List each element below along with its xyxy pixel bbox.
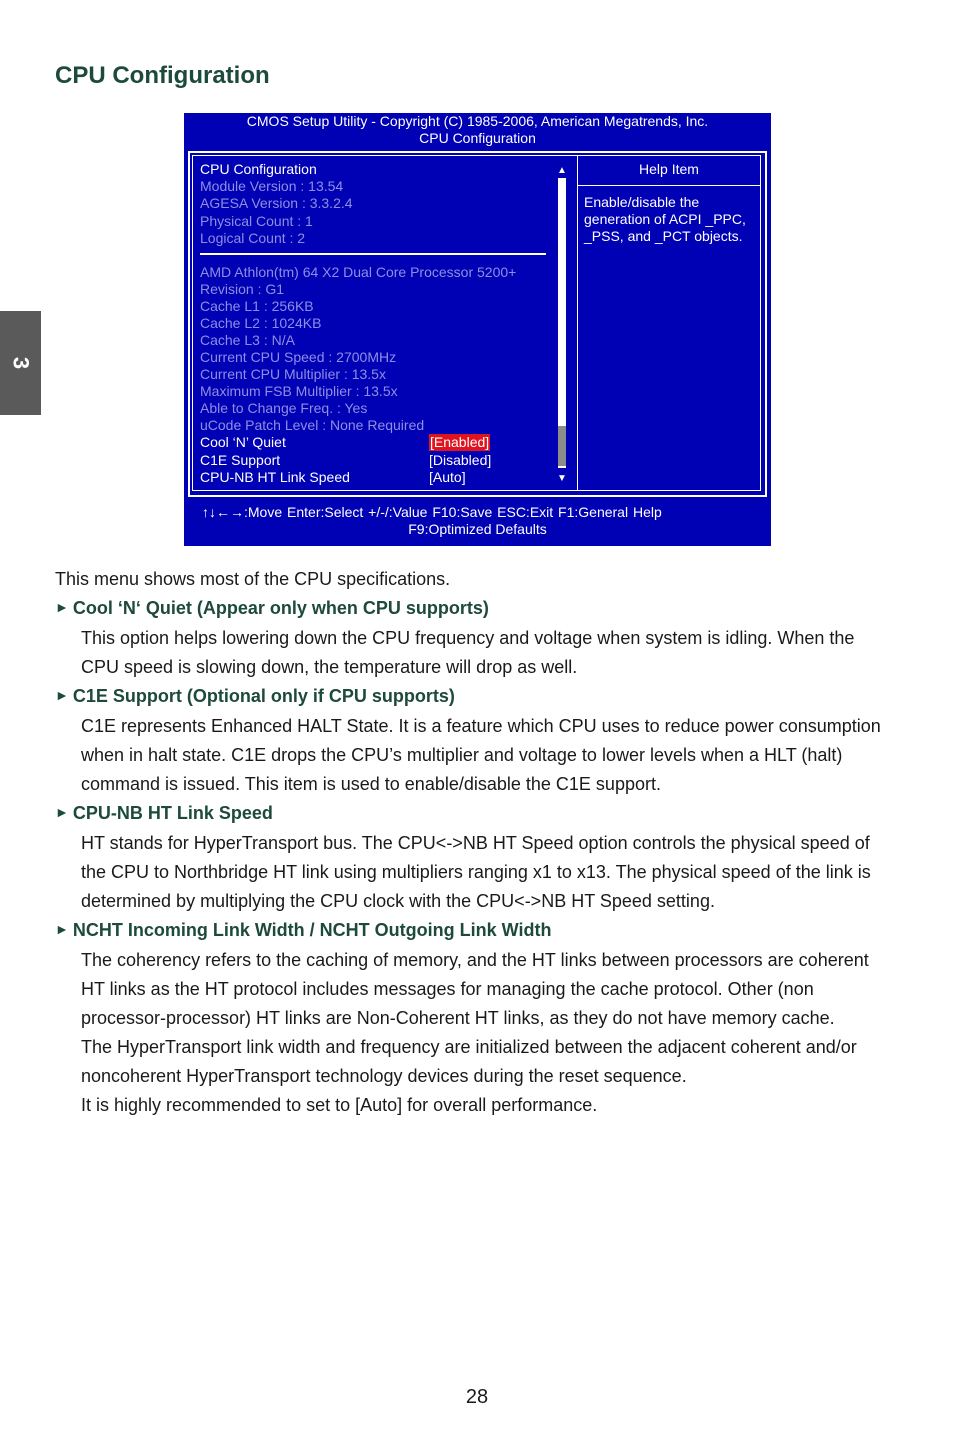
bios-frame-inner <box>192 155 761 491</box>
info-line: Cache L3 : N/A <box>200 332 295 348</box>
help-title: Help Item <box>639 161 699 177</box>
option-cool-n-quiet-value[interactable]: [Enabled] <box>430 434 490 450</box>
bios-screenshot <box>184 113 771 546</box>
chapter-number: 3 <box>8 356 34 370</box>
option-cpu-nb-ht-link-speed[interactable]: CPU-NB HT Link Speed <box>200 469 350 485</box>
info-line: Able to Change Freq. : Yes <box>200 400 368 416</box>
info-line: Maximum FSB Multiplier : 13.5x <box>200 383 398 399</box>
scrollbar-track[interactable] <box>558 178 566 468</box>
section-paragraph: The HyperTransport link width and frequency are initialized between the adjacent coherent and/or noncoherent HyperTransport technology devices during the reset sequence. <box>81 1037 857 1086</box>
option-cpu-nb-ht-link-speed-value[interactable]: [Auto] <box>429 469 466 485</box>
section-heading <box>55 594 895 624</box>
section-heading-text: C1E Support (Optional only if CPU supports) <box>72 686 455 706</box>
chapter-tab <box>0 311 41 415</box>
help-text: Enable/disable the generation of ACPI _PPC, _PSS, and _PCT objects. <box>584 194 746 244</box>
bullet-triangle-icon: ► <box>55 687 69 703</box>
section-heading-text: CPU-NB HT Link Speed <box>72 803 273 823</box>
section-heading <box>55 682 895 712</box>
bios-header <box>184 113 771 147</box>
separator <box>200 253 546 255</box>
key-legend-line: ↑↓←→:Move Enter:Select +/-/:Value F10:Save ESC:Exit F1:General Help <box>202 504 662 520</box>
info-line: Cache L2 : 1024KB <box>200 315 322 331</box>
option-c1e-support[interactable]: C1E Support <box>200 452 281 468</box>
section-heading <box>55 799 895 829</box>
help-pane <box>578 156 760 490</box>
info-line: Cache L1 : 256KB <box>200 298 314 314</box>
bios-screen-title: CPU Configuration <box>419 130 536 146</box>
info-line: Physical Count : 1 <box>200 213 313 229</box>
section-paragraph: This option helps lowering down the CPU frequency and voltage when system is idling. When the CPU speed is slowing down, the temperature will drop as well. <box>81 628 855 677</box>
scrollbar-thumb[interactable] <box>558 426 566 466</box>
section-heading-text: Cool ‘N‘ Quiet (Appear only when CPU supports) <box>72 598 489 618</box>
section-paragraph: HT stands for HyperTransport bus. The CPU<->NB HT Speed option controls the physical speed of the CPU to Northbridge HT link using multipliers ranging x1 to x13. The physical speed of the link is determined by multiplying the CPU clock with the CPU<->NB HT Speed setting. <box>81 833 871 911</box>
page-title: CPU Configuration <box>55 62 270 89</box>
bullet-triangle-icon: ► <box>55 599 69 615</box>
section-heading <box>55 916 895 946</box>
intro-text: This menu shows most of the CPU specifications. <box>55 569 451 589</box>
info-line: Module Version : 13.54 <box>200 178 344 194</box>
info-line: uCode Patch Level : None Required <box>200 417 425 433</box>
section-paragraph: The coherency refers to the caching of memory, and the HT links between processors are coherent HT links as the HT protocol includes messages for managing the cache protocol. Other (non processor-processor) HT links are Non-Coherent HT links, as they do not have memory cache. <box>81 950 869 1028</box>
help-divider <box>578 185 760 186</box>
settings-pane <box>193 156 578 490</box>
section-paragraph: It is highly recommended to set to [Auto] for overall performance. <box>81 1095 598 1115</box>
info-line: AGESA Version : 3.3.2.4 <box>200 195 353 211</box>
option-c1e-support-value[interactable]: [Disabled] <box>429 452 492 468</box>
key-legend-line: F9:Optimized Defaults <box>408 521 547 537</box>
info-line: Current CPU Speed : 2700MHz <box>200 349 397 365</box>
info-line: Logical Count : 2 <box>200 230 306 246</box>
bios-copyright: CMOS Setup Utility - Copyright (C) 1985-2006, American Megatrends, Inc. <box>246 113 709 129</box>
scroll-up-icon[interactable]: ▲ <box>557 165 567 176</box>
bullet-triangle-icon: ► <box>55 804 69 820</box>
section-paragraph: C1E represents Enhanced HALT State. It is a feature which CPU uses to reduce power consumption when in halt state. C1E drops the CPU’s multiplier and voltage to lower levels when a HLT (halt) command is issued. This item is used to enable/disable the C1E support. <box>81 716 881 794</box>
section-heading-text: NCHT Incoming Link Width / NCHT Outgoing Link Width <box>72 920 552 940</box>
option-cool-n-quiet[interactable]: Cool ‘N’ Quiet <box>200 434 286 450</box>
info-line: AMD Athlon(tm) 64 X2 Dual Core Processor 5200+ <box>200 264 517 280</box>
bios-frame <box>188 151 767 497</box>
body-text <box>55 565 895 1120</box>
bullet-triangle-icon: ► <box>55 921 69 937</box>
scroll-down-icon[interactable]: ▼ <box>557 473 567 484</box>
page-number: 28 <box>465 1386 489 1408</box>
info-line: Revision : G1 <box>200 281 285 297</box>
info-line: Current CPU Multiplier : 13.5x <box>200 366 386 382</box>
info-line: CPU Configuration <box>200 161 317 177</box>
